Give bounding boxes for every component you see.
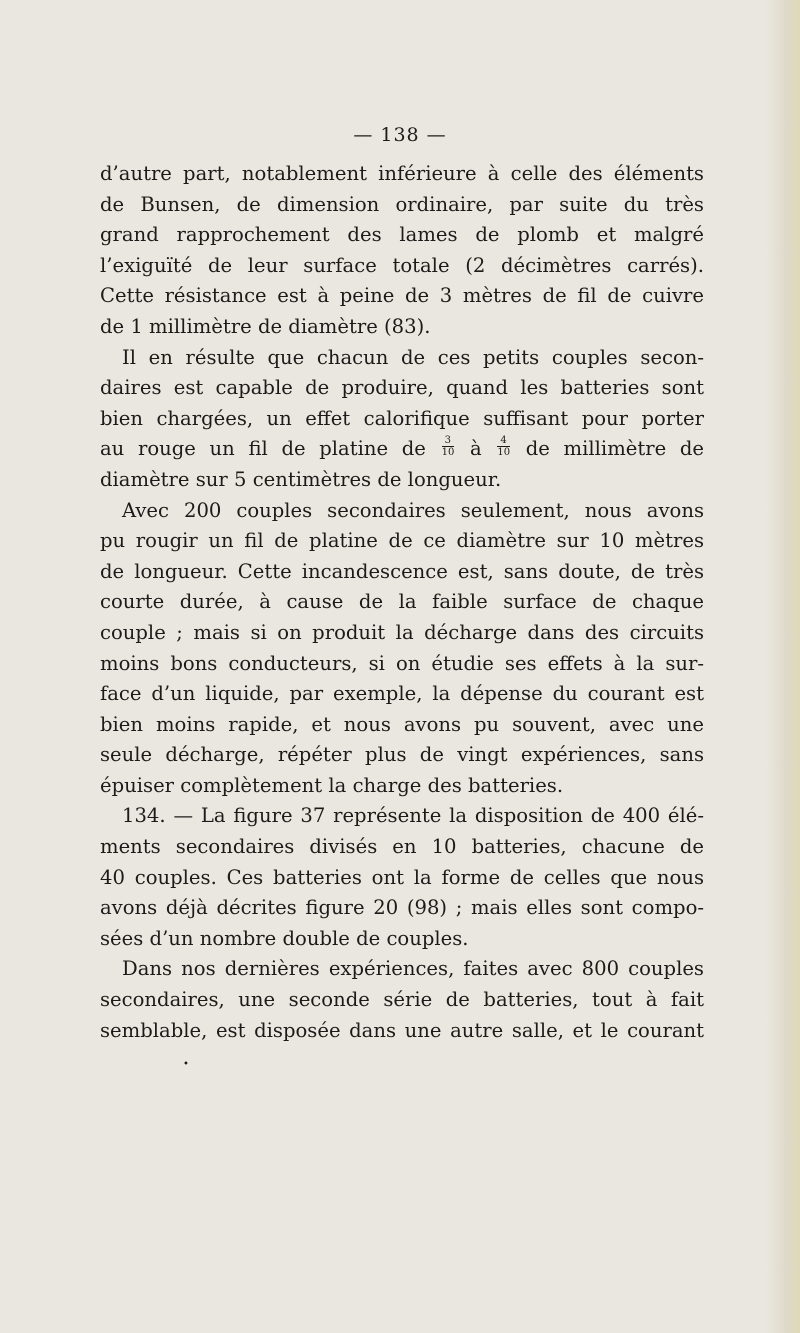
- text-line: pu rougir un fil de platine de ce diamètre sur 10 mètres: [100, 529, 704, 553]
- fraction-numerator: 4: [497, 435, 510, 447]
- text-line: d’autre part, notablement inférieure à celle des éléments: [100, 162, 704, 185]
- text-line: Avec 200 couples secondaires seulement, nous avons: [122, 498, 704, 522]
- fraction-denominator: 10: [441, 447, 455, 459]
- text-line: secondaires, une seconde série de batteries, tout à fait: [100, 988, 704, 1012]
- text-line: ments secondaires divisés en 10 batteries, chacune de: [100, 835, 704, 859]
- text-line: moins bons conducteurs, si on étudie ses effets à la sur-: [100, 651, 704, 675]
- text-line: sées d’un nombre double de couples.: [100, 926, 469, 950]
- text-line: 134. — La figure 37 représente la disposition de 400 élé-: [122, 804, 704, 828]
- text-line: face d’un liquide, par exemple, la dépense du courant est: [100, 682, 704, 706]
- text-line: bien moins rapide, et nous avons pu souvent, avec une: [100, 712, 704, 736]
- text-line: couple ; mais si on produit la décharge dans des circuits: [100, 620, 704, 644]
- text-line: de 1 millimètre de diamètre (83).: [100, 314, 431, 338]
- fraction-denominator: 10: [497, 447, 511, 459]
- text-line: Il en résulte que chacun de ces petits couples secon-: [122, 345, 704, 369]
- text-line: Dans nos dernières expériences, faites avec 800 couples: [122, 957, 704, 981]
- text-line: 40 couples. Ces batteries ont la forme de celles que nous: [100, 865, 704, 889]
- text-line: de Bunsen, de dimension ordinaire, par suite du très: [100, 192, 704, 216]
- line-segment: à: [469, 437, 482, 461]
- text-line: courte durée, à cause de la faible surface de chaque: [100, 590, 704, 614]
- fraction-three-tenths: [442, 435, 455, 458]
- line-segment: de millimètre de: [525, 437, 705, 461]
- text-line: bien chargées, un effet calorifique suffisant pour porter: [100, 406, 704, 430]
- page-number: — 138 —: [353, 124, 447, 146]
- fraction-four-tenths: [497, 435, 510, 458]
- text-line: Cette résistance est à peine de 3 mètres de fil de cuivre: [100, 284, 704, 308]
- stray-ink-mark: •: [183, 1059, 189, 1070]
- text-line: avons déjà décrites figure 20 (98) ; mais elles sont compo-: [100, 896, 704, 920]
- text-line: de longueur. Cette incandescence est, sans doute, de très: [100, 559, 704, 583]
- text-line: seule décharge, répéter plus de vingt expériences, sans: [100, 743, 704, 767]
- text-line: semblable, est disposée dans une autre salle, et le courant: [100, 1018, 704, 1042]
- fraction-numerator: 3: [442, 435, 455, 447]
- text-line: grand rapprochement des lames de plomb et malgré: [100, 223, 704, 247]
- text-line-with-fractions: [100, 434, 704, 465]
- body-text: [100, 159, 704, 1046]
- line-segment: au rouge un fil de platine de: [100, 437, 426, 461]
- text-line: épuiser complètement la charge des batteries.: [100, 773, 564, 797]
- text-line: daires est capable de produire, quand les batteries sont: [100, 376, 704, 400]
- page-edge-shading: [766, 0, 800, 1333]
- text-line: diamètre sur 5 centimètres de longueur.: [100, 467, 502, 491]
- text-line: l’exiguïté de leur surface totale (2 décimètres carrés).: [100, 253, 704, 277]
